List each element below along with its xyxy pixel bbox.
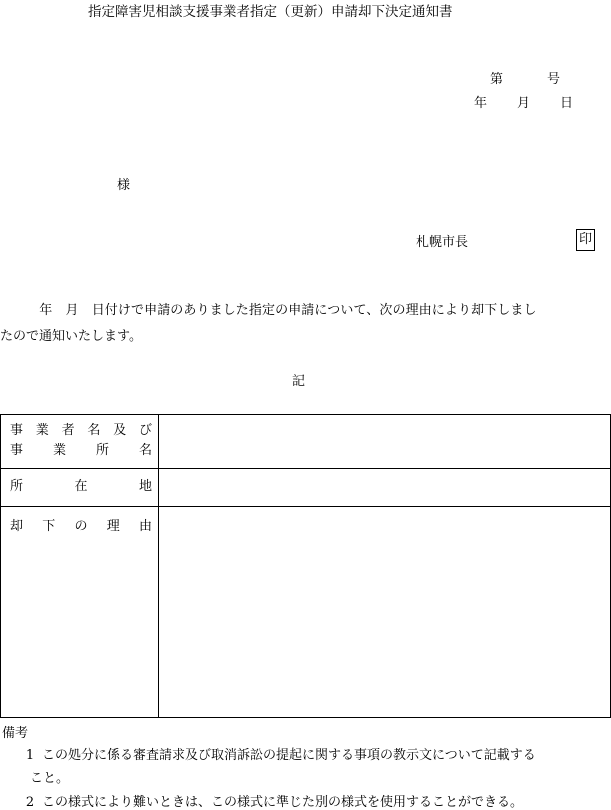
label-char: 事: [10, 443, 24, 458]
date-month: 月: [517, 96, 531, 111]
note-number: 2: [25, 795, 35, 810]
label-char: 業: [52, 443, 66, 458]
note-number: 1: [25, 748, 35, 763]
value-address[interactable]: [159, 469, 611, 507]
label-char: 由: [138, 519, 152, 534]
table-row-business-name: [1, 415, 611, 469]
note-text: この様式により難いときは、この様式に準じた別の様式を使用することができる。: [42, 795, 524, 810]
value-business-name[interactable]: [159, 415, 611, 469]
label-line: [1, 477, 158, 497]
label-business-name: [1, 415, 159, 469]
label-char: 所: [10, 479, 24, 494]
notes-title: 備考: [2, 726, 29, 741]
label-char: 名: [138, 443, 152, 458]
label-char: 却: [10, 519, 24, 534]
label-char: び: [138, 423, 152, 438]
label-char: 理: [106, 519, 120, 534]
label-char: 在: [74, 479, 88, 494]
date-year: 年: [474, 96, 488, 111]
note-item-2: [18, 791, 523, 810]
details-table: [0, 414, 611, 718]
document-title: 指定障害児相談支援事業者指定（更新）申請却下決定通知書: [88, 4, 453, 20]
label-char: 下: [42, 519, 56, 534]
note-item-1-continuation: こと。: [30, 771, 70, 786]
document-date-line: [474, 92, 573, 111]
body-text-line-2: たので通知いたします。: [0, 329, 142, 344]
label-char: 業: [35, 423, 49, 438]
document-number-line: [490, 68, 560, 87]
note-text: この処分に係る審査請求及び取消訴訟の提起に関する事項の教示文について記載する: [42, 748, 536, 763]
label-char: 及: [113, 423, 127, 438]
label-char: 地: [138, 479, 152, 494]
label-line: [1, 441, 158, 461]
table-row-address: [1, 469, 611, 507]
date-day: 日: [560, 96, 574, 111]
value-reason[interactable]: [159, 507, 611, 718]
label-char: 者: [61, 423, 75, 438]
label-line: [1, 421, 158, 441]
body-text-line-1: 年 月 日付けで申請のありました指定の申請について、次の理由により却下しまし: [0, 303, 537, 318]
seal-box: 印: [576, 229, 595, 251]
table-row-reason: [1, 507, 611, 718]
ki-heading: 記: [292, 374, 306, 389]
note-item-1: [18, 744, 536, 763]
label-char: の: [74, 519, 88, 534]
label-reason: [1, 507, 159, 718]
label-char: 名: [87, 423, 101, 438]
label-address: [1, 469, 159, 507]
label-char: 所: [95, 443, 109, 458]
number-prefix: 第: [490, 72, 504, 87]
addressee-suffix: 様: [117, 178, 131, 193]
issuer-name: 札幌市長: [416, 235, 469, 250]
label-char: 事: [10, 423, 24, 438]
label-line: [1, 517, 158, 537]
number-suffix: 号: [547, 72, 561, 87]
